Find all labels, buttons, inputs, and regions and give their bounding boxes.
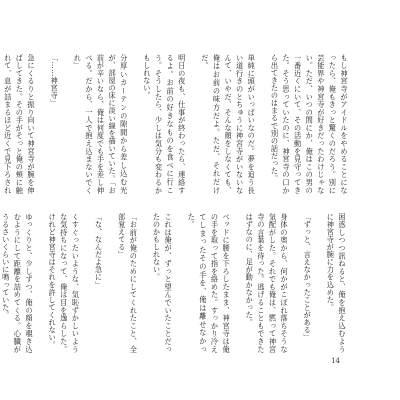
body-text-lower: 困惑しつつ訊ねると、俺を抱え込むように神宮寺が腕に力を込めた。 「ずっと、言えなかったことがある」 身体の奥から、何かがこぼれ落ちそうな気配がした。それでも俺は、黙って神宮寺の言葉を待った。逃げることもできたはずなのに、足が動かなかった。 ベッドに腰を下ろしたまま、神宮寺は俺の手を取って指を絡めた。すっかり冷えてしまったその手を、俺は離せなかった。 これは俺が、ずっと望んでいたことだったのかもしれない。 「お前が俺のためにしてくれたこと、全部覚えてる」 「な、なんだよ急に」 くすぐったいような、気恥ずかしいような気持ちになって、俺は目を逸らした。けれど神宮寺はそれを許してくれない。 ゆっくりと、少しずつ、俺の顔を覗き込むようにして距離を詰めてくる。心臓がうるさいくらいに鳴っていた。 (1, 213, 347, 353)
page-number: 14 (331, 357, 340, 365)
body-text-upper: もし神宮寺がアイドルをやめることになったら、俺もきっと驚くのだろう。別に芸能界や神宮寺が好きだったわけじゃない。ただ、いつの間にか、俺はこの男の一番近くにいて、その活動を見守ってきた。そう思っていたのに、神宮寺の口から出てきたのはまるで別の話だった。 単純に頭がいっぱいなのだ。夢を追う長い道行きのとちゅうに神宮寺がいないなんて、いやだ、そんな顔をしなくても、俺はお前の味方だよ。ただ、それだけだ。 明日の夜も、仕事が終わったら、連絡するよ。お前の好きなものを食べに行こう。そうしたら、少しは気分も変わるかもしれない。 分厚いカーテンの隙間から差し込む光が、部屋の床に淡い線を描いていた。「お前が辛いなら、俺は何度でも手を差し伸べる。だから、一人で抱え込まないでくれ」 「……神宮寺」 急にくるりと振り向いて神宮寺が腕を伸ばしてきた。その手がそっと俺の頬に触れて、息が詰まるほど近くで見下ろされ (3, 54, 349, 194)
